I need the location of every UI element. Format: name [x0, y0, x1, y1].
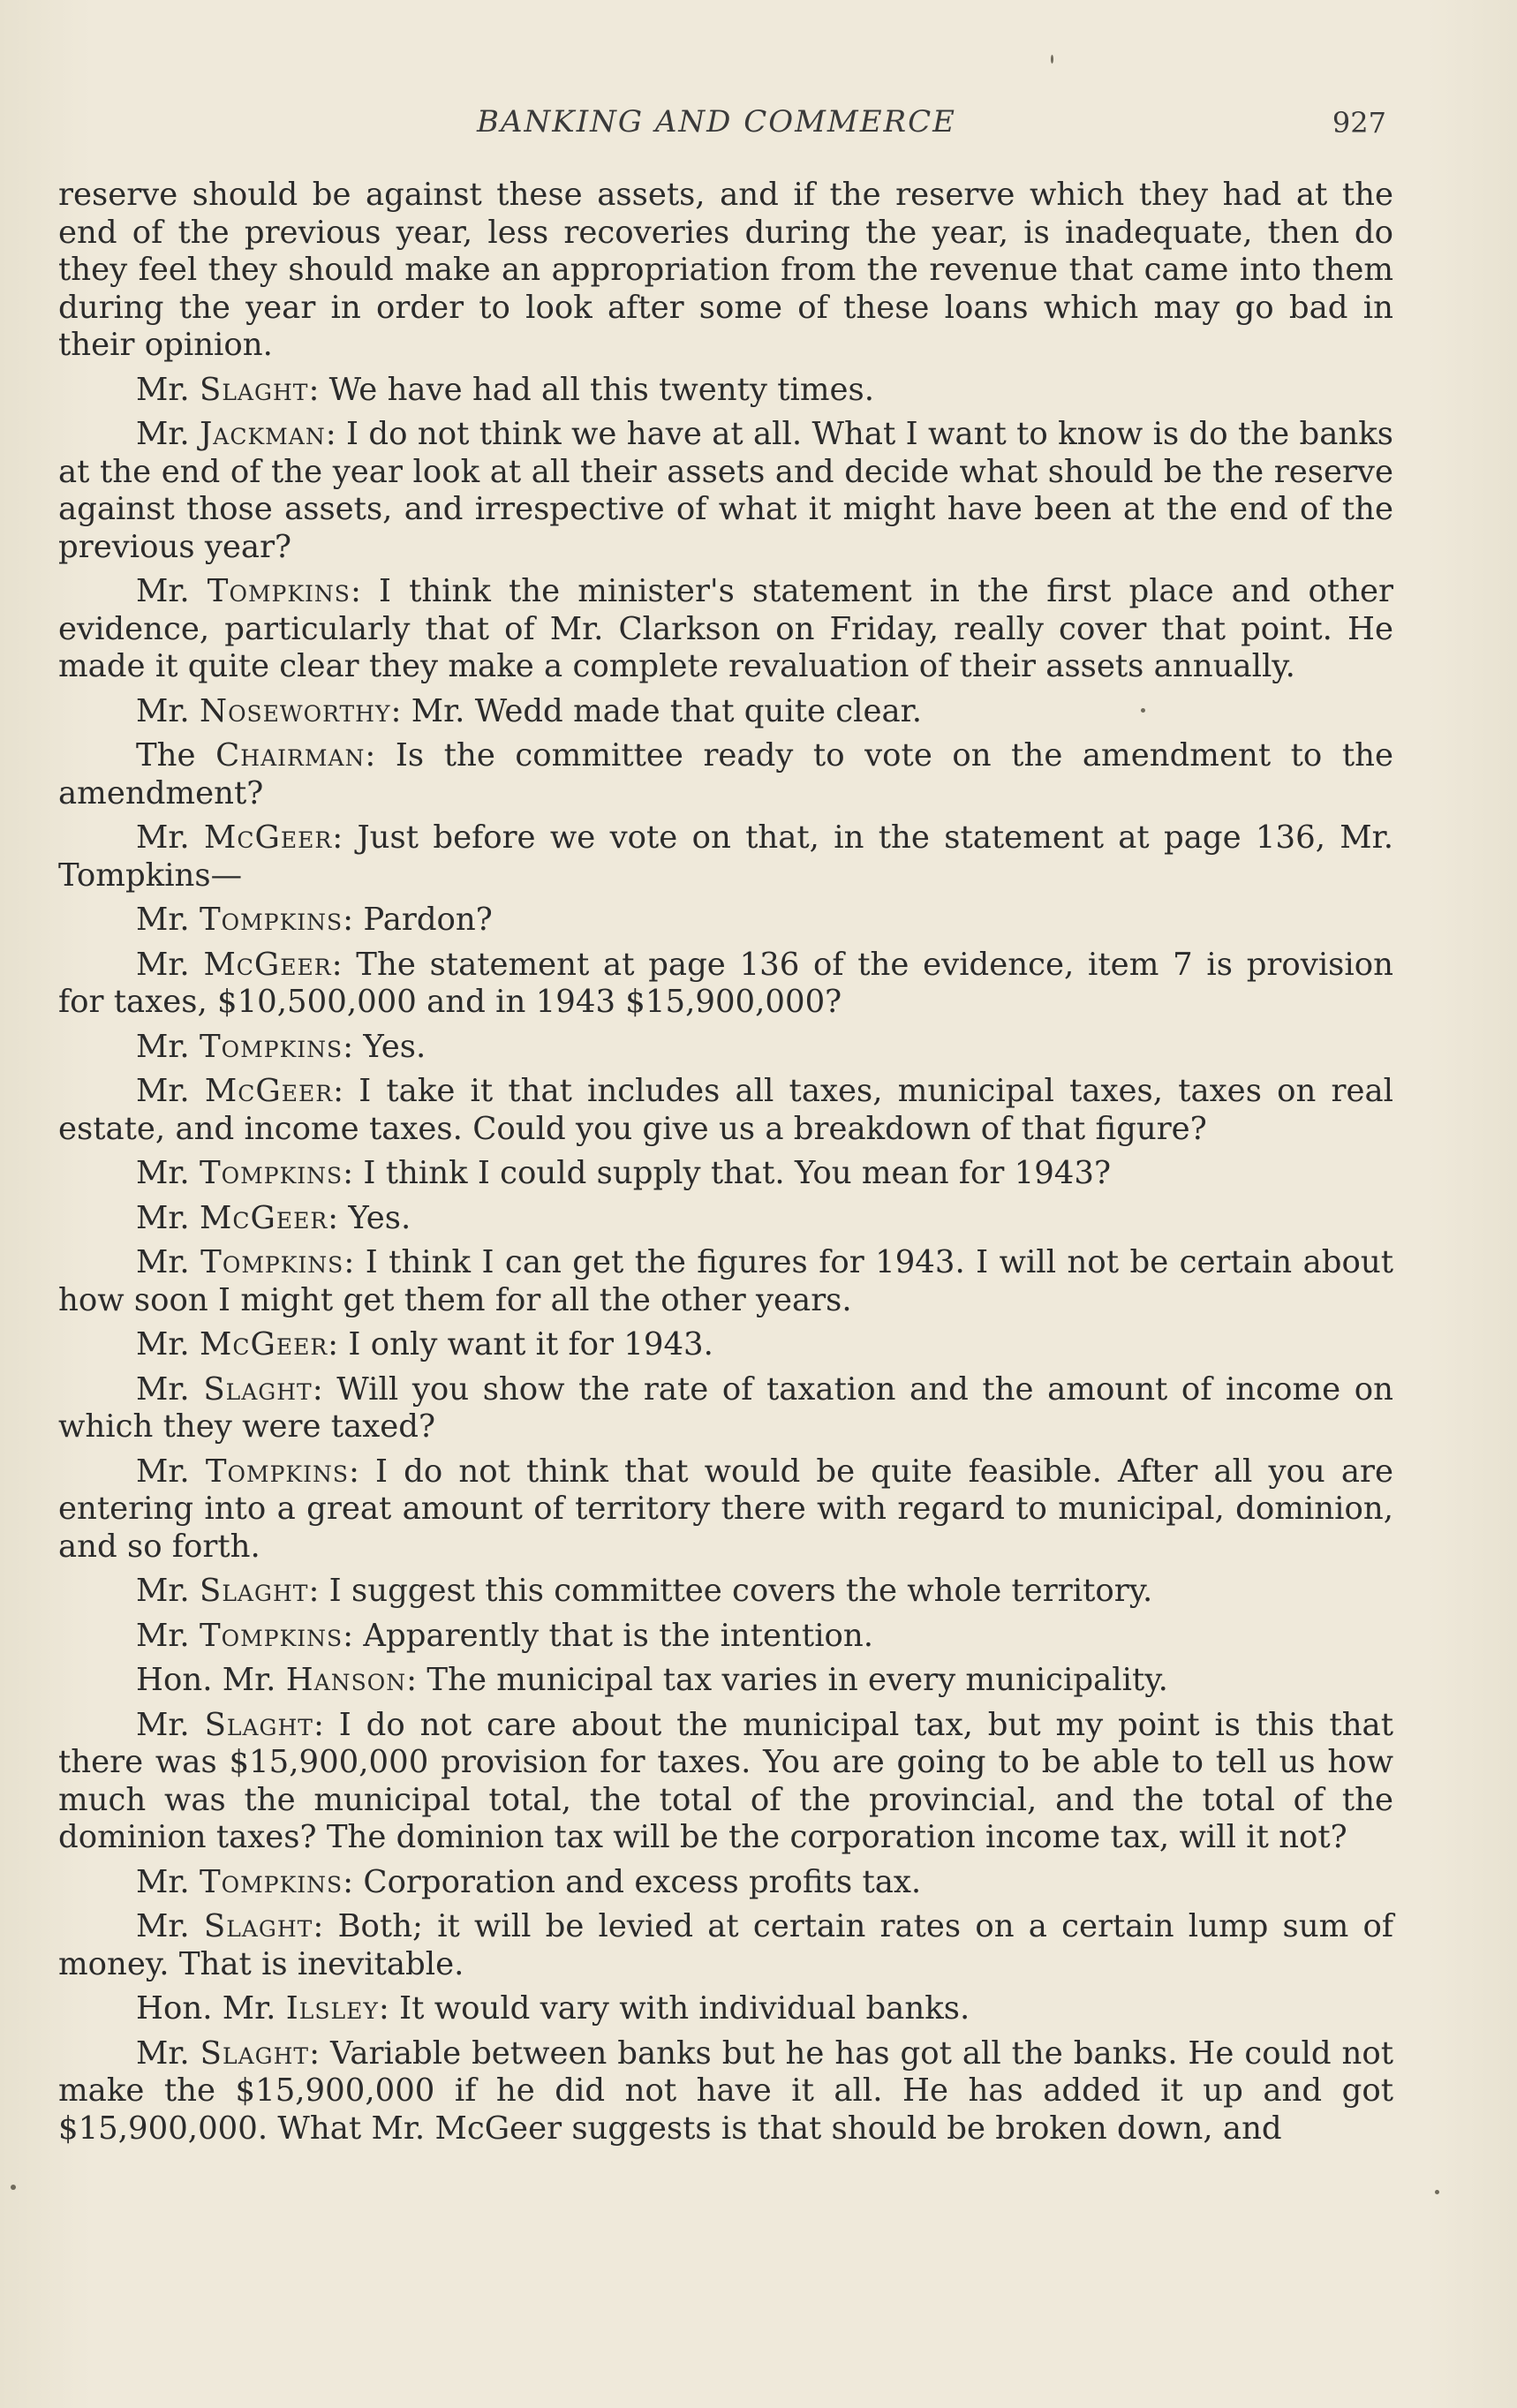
- speaker-name: Slaght: [200, 371, 309, 408]
- speaker-name: McGeer: [200, 1326, 328, 1363]
- speaker-name: McGeer: [204, 819, 333, 856]
- body-text: [58, 177, 1393, 2155]
- paragraph-text: : Variable between banks but he has got all the banks. He could not make the $15,900,000 if he did not have it all. He has added it up and got $15,900,000. What Mr. McGeer suggests is that should be broken down, and: [58, 2034, 1393, 2147]
- speaker-title: Mr.: [136, 573, 208, 609]
- paragraph-text: : Apparently that is the intention.: [343, 1617, 874, 1654]
- paragraph-text: : I only want it for 1943.: [328, 1326, 713, 1363]
- speaker-title: Mr.: [136, 1370, 204, 1408]
- speaker-name: Tompkins: [200, 1244, 344, 1280]
- speaker-name: Slaght: [204, 1706, 313, 1743]
- speaker-title: Mr.: [136, 1706, 205, 1743]
- speaker-title: Mr.: [136, 416, 200, 452]
- speaker-name: Tompkins: [200, 1155, 343, 1191]
- speaker-title: Mr.: [136, 1244, 201, 1280]
- speaker-title: Mr.: [136, 946, 204, 983]
- speaker-title: Mr.: [136, 1073, 205, 1109]
- paragraph-text: : The statement at page 136 of the evidence, item 7 is provision for taxes, $10,500,000 and in 1943 $15,900,000?: [58, 946, 1393, 1020]
- paragraph: [58, 2035, 1393, 2148]
- paragraph-text: : Mr. Wedd made that quite clear.: [390, 692, 923, 729]
- speaker-title: Mr.: [136, 2034, 200, 2072]
- paragraph: [58, 1707, 1393, 1857]
- speaker-name: Hanson: [285, 1662, 407, 1698]
- paragraph: [58, 1990, 1393, 2028]
- scan-speck: [1435, 2190, 1439, 2194]
- running-header: [62, 104, 1386, 157]
- paragraph-text: : Corporation and excess profits tax.: [343, 1863, 922, 1900]
- paragraph: [58, 902, 1393, 940]
- paragraph-text: : It would vary with individual banks.: [378, 1990, 970, 2027]
- speaker-name: Tompkins: [200, 902, 343, 938]
- paragraph: [58, 1155, 1393, 1193]
- speaker-title: Hon. Mr.: [136, 1990, 286, 2027]
- paragraph: [58, 947, 1393, 1022]
- speaker-name: Chairman: [215, 737, 366, 774]
- paragraph-text: : I think the minister's statement in the first place and other evidence, particularly that of Mr. Clarkson on Friday, really cover that point. He made it quite clear they make a complete revaluation of their assets annually.: [58, 573, 1393, 684]
- paragraph-text: : Is the committee ready to vote on the amendment to the amendment?: [58, 737, 1394, 811]
- paragraph: [58, 1029, 1393, 1067]
- header-title: BANKING AND COMMERCE: [477, 104, 956, 140]
- speaker-title: Mr.: [136, 902, 200, 938]
- paragraph-text: : The municipal tax varies in every municipality.: [406, 1662, 1168, 1698]
- speaker-title: Mr.: [136, 1908, 204, 1944]
- speaker-name: Slaght: [200, 1573, 309, 1609]
- speaker-title: Mr.: [136, 692, 200, 729]
- paragraph: [58, 573, 1393, 686]
- paragraph-text: : Just before we vote on that, in the statement at page 136, Mr. Tompkins—: [58, 819, 1393, 894]
- speaker-name: Tompkins: [205, 1453, 349, 1490]
- paragraph: [58, 416, 1393, 566]
- speaker-title: Mr.: [136, 1028, 200, 1065]
- speaker-title: Mr.: [136, 1617, 200, 1654]
- paragraph: [58, 1864, 1393, 1902]
- paragraph-text: : I do not think that would be quite feasible. After all you are entering into a great amount of territory there with regard to municipal, dominion, and so forth.: [58, 1453, 1393, 1565]
- paragraph-text: : I do not care about the municipal tax, but my point is this that there was $15,900,000 provision for taxes. You are going to be able to tell us how much was the municipal total, the total of the provincial, and the total of the dominion taxes? The dominion tax will be the corporation income tax, will it not?: [58, 1706, 1393, 1855]
- speaker-name: Slaght: [200, 2034, 310, 2072]
- speaker-name: Noseworthy: [200, 692, 391, 729]
- paragraph: [58, 1244, 1393, 1319]
- paragraph: [58, 1618, 1393, 1656]
- speaker-title: Mr.: [136, 819, 205, 856]
- speaker-title: Mr.: [136, 371, 200, 408]
- paragraph-text: : Pardon?: [343, 902, 493, 938]
- paragraph: [58, 1073, 1393, 1148]
- scan-speck: [1141, 708, 1145, 713]
- paragraph: [58, 737, 1393, 812]
- speaker-title: Hon. Mr.: [136, 1662, 286, 1698]
- speaker-title: Mr.: [136, 1863, 200, 1900]
- paragraph-text: : I take it that includes all taxes, municipal taxes, taxes on real estate, and income taxes. Could you give us a breakdown of that figure?: [58, 1073, 1393, 1147]
- paragraph-text: reserve should be against these assets, and if the reserve which they had at the end of the previous year, less recoveries during the year, is inadequate, then do they feel they should make an appropriation from the revenue that came into them during the year in order to look after some of these loans which may go bad in their opinion.: [58, 177, 1393, 363]
- scan-speck: [1051, 55, 1053, 64]
- speaker-name: Ilsley: [285, 1990, 379, 2027]
- speaker-title: Mr.: [136, 1199, 200, 1236]
- speaker-title: Mr.: [136, 1155, 200, 1191]
- paragraph-text: : Will you show the rate of taxation and the amount of income on which they were taxed?: [58, 1370, 1393, 1445]
- page-number: 927: [1332, 106, 1386, 140]
- speaker-name: McGeer: [200, 1199, 328, 1236]
- paragraph-text: : I think I can get the figures for 1943. I will not be certain about how soon I might get them for all the other years.: [58, 1244, 1393, 1318]
- scan-speck: [11, 2185, 16, 2190]
- speaker-name: Tompkins: [207, 573, 351, 609]
- paragraph-text: : I think I could supply that. You mean for 1943?: [343, 1155, 1111, 1191]
- speaker-title: Mr.: [136, 1453, 206, 1490]
- paragraph-text: : We have had all this twenty times.: [308, 371, 875, 408]
- paragraph-text: : I suggest this committee covers the whole territory.: [308, 1573, 1153, 1609]
- paragraph: [58, 1908, 1393, 1983]
- speaker-name: McGeer: [203, 946, 332, 983]
- speaker-title: Mr.: [136, 1326, 200, 1363]
- speaker-name: Tompkins: [200, 1863, 343, 1900]
- paragraph-text: : Yes.: [328, 1199, 411, 1236]
- paragraph: [58, 1371, 1393, 1446]
- paragraph-text: : I do not think we have at all. What I want to know is do the banks at the end of the year look at all their assets and decide what should be the reserve against those assets, and irrespective of what it might have been at the end of the previous year?: [58, 416, 1393, 565]
- paragraph: [58, 1662, 1393, 1700]
- paragraph: [58, 819, 1393, 895]
- paragraph-text: : Both; it will be levied at certain rates on a certain lump sum of money. That is inevitable.: [58, 1908, 1393, 1982]
- speaker-name: Jackman: [200, 416, 326, 452]
- speaker-title: The: [136, 737, 216, 774]
- paragraph: [58, 372, 1393, 410]
- paragraph: [58, 1453, 1393, 1566]
- paragraph: [58, 177, 1393, 365]
- speaker-name: Slaght: [203, 1370, 313, 1408]
- paragraph-text: : Yes.: [343, 1028, 426, 1065]
- paragraph: [58, 693, 1393, 731]
- paragraph: [58, 1326, 1393, 1364]
- speaker-name: Tompkins: [200, 1028, 343, 1065]
- paragraph: [58, 1573, 1393, 1611]
- paragraph: [58, 1200, 1393, 1238]
- speaker-title: Mr.: [136, 1573, 200, 1609]
- speaker-name: McGeer: [204, 1073, 334, 1109]
- speaker-name: Slaght: [203, 1908, 313, 1944]
- speaker-name: Tompkins: [200, 1617, 343, 1654]
